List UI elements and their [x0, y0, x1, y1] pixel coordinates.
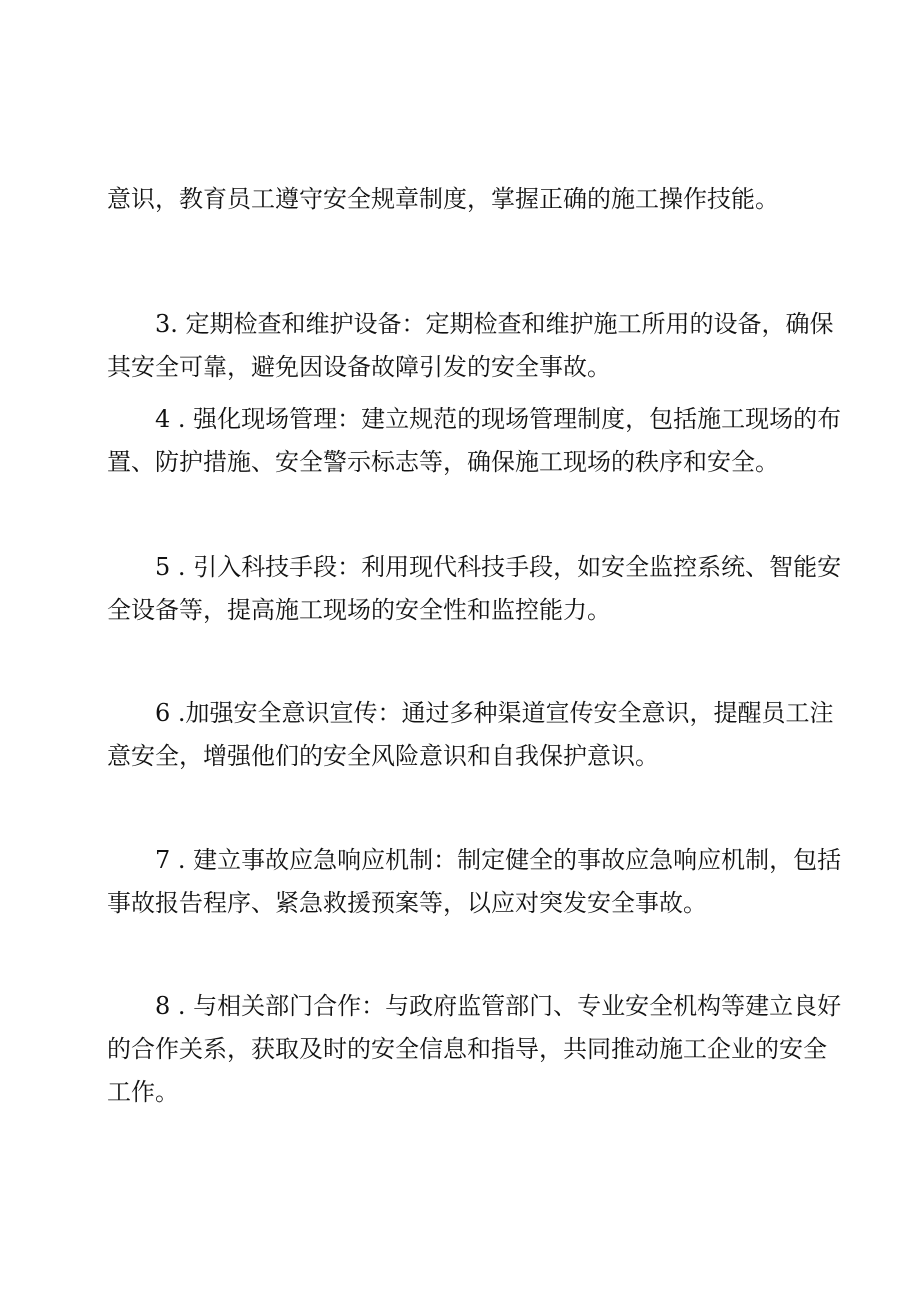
paragraph-line: 意识，教育员工遵守安全规章制度，掌握正确的施工操作技能。: [107, 185, 779, 213]
paragraph-line: 其安全可靠，避免因设备故障引发的安全事故。: [107, 353, 611, 381]
paragraph-line: 工作。: [107, 1078, 179, 1106]
paragraph-item-3: [107, 303, 834, 389]
paragraph-line: 4 . 强化现场管理：建立规范的现场管理制度，包括施工现场的布: [155, 405, 842, 433]
paragraph-item-5: [107, 546, 842, 632]
paragraph-line: 7 . 建立事故应急响应机制：制定健全的事故应急响应机制，包括: [155, 846, 842, 874]
paragraph-line: 3. 定期检查和维护设备：定期检查和维护施工所用的设备，确保: [155, 310, 834, 338]
paragraph-item-8: [107, 985, 842, 1114]
paragraph-item-6: [107, 692, 834, 778]
paragraph-line: 全设备等，提高施工现场的安全性和监控能力。: [107, 596, 611, 624]
paragraph-item-4: [107, 398, 842, 484]
paragraph-line: 6 .加强安全意识宣传：通过多种渠道宣传安全意识，提醒员工注: [155, 699, 834, 727]
paragraph-line: 意安全，增强他们的安全风险意识和自我保护意识。: [107, 742, 659, 770]
paragraph-line: 的合作关系，获取及时的安全信息和指导，共同推动施工企业的安全: [107, 1035, 827, 1063]
paragraph-line: 5 . 引入科技手段：利用现代科技手段，如安全监控系统、智能安: [155, 553, 842, 581]
paragraph-line: 置、防护措施、安全警示标志等，确保施工现场的秩序和安全。: [107, 448, 779, 476]
paragraph-item-7: [107, 839, 842, 925]
paragraph-line: 8 . 与相关部门合作：与政府监管部门、专业安全机构等建立良好: [155, 992, 842, 1020]
paragraph-continuation: [107, 178, 813, 221]
paragraph-line: 事故报告程序、紧急救援预案等，以应对突发安全事故。: [107, 889, 707, 917]
